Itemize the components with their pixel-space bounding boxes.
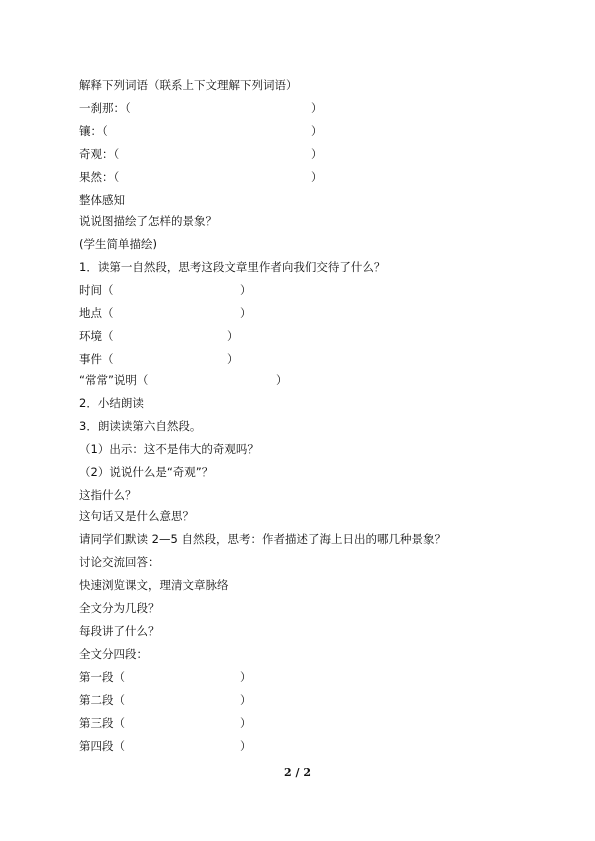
- closing-paren: ）: [311, 147, 323, 161]
- question-what-refers: 这指什么？: [79, 488, 137, 502]
- closing-paren: ）: [311, 124, 323, 138]
- task-summary-reading: 2．小结朗读: [79, 396, 144, 410]
- task-read-paragraph-one: 1．读第一自然段，思考这段文章里作者向我们交待了什么？: [79, 260, 386, 274]
- closing-paren: ）: [311, 101, 323, 115]
- closing-paren: ）: [240, 693, 252, 707]
- vocab-heading: 解释下列词语（联系上下文理解下列词语）: [79, 78, 298, 92]
- page-number: 2 / 2: [284, 766, 311, 779]
- question-sentence-meaning: 这句话又是什么意思？: [79, 509, 194, 523]
- closing-paren: ）: [240, 283, 252, 297]
- statement-four-sections: 全文分四段：: [79, 647, 148, 661]
- closing-paren: ）: [311, 170, 323, 184]
- question-how-many-sections: 全文分为几段？: [79, 601, 160, 615]
- task-read-paragraph-six: 3．朗读读第六自然段。: [79, 419, 202, 433]
- closing-paren: ）: [227, 329, 239, 343]
- closing-paren: ）: [240, 716, 252, 730]
- closing-paren: ）: [227, 352, 239, 366]
- closing-paren: ）: [276, 373, 288, 387]
- section-heading-overall: 整体感知: [79, 193, 125, 207]
- closing-paren: ）: [240, 306, 252, 320]
- subtask-show: （1）出示：这不是伟大的奇观吗？: [79, 442, 259, 456]
- subtask-what-is-qiguan: （2）说说什么是“奇观”？: [79, 465, 214, 479]
- task-discussion: 讨论交流回答：: [79, 555, 160, 569]
- task-skim-text: 快速浏览课文，理清文章脉络: [79, 578, 229, 592]
- note-student-describe: (学生简单描绘): [79, 237, 157, 251]
- closing-paren: ）: [240, 670, 252, 684]
- question-each-section: 每段讲了什么？: [79, 624, 160, 638]
- task-silent-reading: 请同学们默读 2—5 自然段，思考：作者描述了海上日出的哪几种景象？: [79, 532, 446, 546]
- closing-paren: ）: [240, 739, 252, 753]
- question-describe-picture: 说说图描绘了怎样的景象？: [79, 214, 217, 228]
